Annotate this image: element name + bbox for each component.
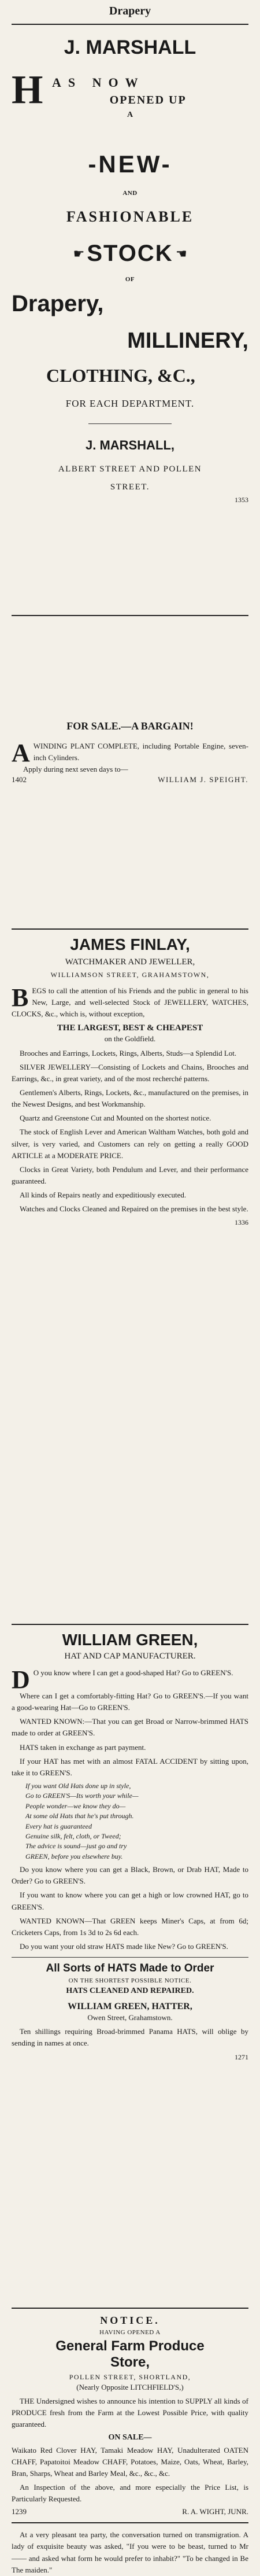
poem-line: Genuine silk, felt, cloth, or Tweed;	[25, 1831, 121, 1840]
poem-line: The advice is sound—just go and try	[25, 1842, 127, 1851]
finlay-paragraph: Quartz and Greenstone Cut and Mounted on the shortest notice.	[20, 1114, 211, 1123]
marshall-and: AND	[122, 190, 138, 197]
green-paragraph: Do you want your old straw HATS made like New? Go to GREEN'S.	[20, 1941, 228, 1951]
marshall-title: J. MARSHALL	[64, 36, 196, 58]
marshall-drapery: Drapery,	[12, 291, 104, 316]
finlay-paragraph: Gentlemen's Alberts, Rings, Lockets, &c., manufactured on the premises, in the Newest Designs, and best Workmanship.	[12, 1088, 248, 1109]
green-shortest: ON THE SHORTEST POSSIBLE NOTICE.	[68, 1977, 192, 1985]
wight-inspection: An Inspection of the above, and more especially the Price List, is Particularly Requested.	[12, 2482, 248, 2504]
forsale-apply: Apply during next seven days to—	[23, 765, 128, 774]
green-paragraph: HATS taken in exchange as part payment.	[20, 1742, 146, 1752]
poem-line: At some old Hats that he's put through.	[25, 1812, 134, 1820]
marshall-of: OF	[125, 276, 135, 283]
green-cleaned: HATS CLEANED AND REPAIRED.	[66, 1987, 194, 1996]
green-dropcap: D	[12, 1665, 30, 1694]
finlay-dropcap: B	[12, 983, 29, 1012]
marshall-dropcap: H	[12, 68, 43, 112]
poem-line: Go to GREEN'S—Its worth your while—	[25, 1792, 139, 1800]
green-sign: WILLIAM GREEN, HATTER,	[68, 2002, 192, 2012]
marshall-stock: STOCK	[87, 241, 173, 266]
marshall-line3: A	[127, 110, 133, 119]
wight-store1: General Farm Produce	[55, 2338, 205, 2354]
divider	[12, 1957, 248, 1958]
divider	[12, 928, 248, 930]
pointing-hand-icon: ☛	[73, 246, 85, 261]
marshall-address2: STREET.	[110, 482, 150, 492]
pointing-hand-icon: ☛	[175, 246, 187, 261]
green-all-sorts: All Sorts of HATS Made to Order	[46, 1962, 214, 1975]
forsale-title: FOR SALE.—A BARGAIN!	[66, 720, 194, 732]
green-poem	[12, 1781, 248, 1862]
forsale-dropcap: A	[12, 739, 30, 767]
marshall-clothing: CLOTHING, &C.,	[46, 365, 195, 386]
wight-intro: THE Undersigned wishes to announce his intention to SUPPLY all kinds of PRODUCE fresh from the Farm at the Lowest Possible Price, with quality guaranteed.	[12, 2397, 248, 2429]
finlay-paragraph: All kinds of Repairs neatly and expeditiously executed.	[20, 1191, 187, 1200]
forsale-signature	[12, 775, 248, 784]
finlay-paragraph: Clocks in Great Variety, both Pendulum and Lever, and their performance guaranteed.	[12, 1164, 248, 1185]
marshall-department: FOR EACH DEPARTMENT.	[65, 398, 195, 409]
finlay-paragraph: The stock of English Lever and American Waltham Watches, both gold and silver, is very varied, and Customers can rely on getting a really GOOD ARTICLE at a MODERATE PRICE.	[12, 1127, 248, 1160]
wight-signature	[12, 2507, 248, 2516]
forsale-name: WILLIAM J. SPEIGHT.	[158, 775, 248, 784]
poem-line: People wonder—we know they do—	[25, 1801, 126, 1810]
section-header: Drapery	[109, 5, 151, 17]
wight-store2: Store,	[110, 2354, 150, 2370]
finlay-paragraph: Brooches and Earrings, Lockets, Rings, Alberts, Studs—a Splendid Lot.	[20, 1048, 237, 1057]
marshall-fashionable: FASHIONABLE	[66, 208, 194, 225]
wight-name: R. A. WIGHT, JUNR.	[182, 2507, 248, 2516]
finlay-advert	[12, 935, 248, 1618]
divider	[12, 24, 248, 25]
green-paragraph: Do you know where you can get a Black, Brown, or Drab HAT, Made to Order? Go to GREEN'S.	[12, 1865, 248, 1886]
footer-story: At a very pleasant tea party, the conversation turned on transmigration. A lady of exquisite beauty was asked, "If you were to be beast, turned to Mr —— and asked what form he would prefer to inhabit?" "To be changed in Be The maiden."	[12, 2530, 248, 2574]
marshall-line2: OPENED UP	[109, 94, 187, 106]
ad-number: 1353	[235, 496, 248, 504]
wight-items: Waikato Red Clover HAY, Tamaki Meadow HAY, Unadulterated OATEN CHAFF, Papatoitoi Meadow CHAFF, Potatoes, Maize, Oats, Wheat, Barley, Bran, Sharps, Wheat and Barley Meal, &c., &c., &c.	[12, 2445, 248, 2478]
wight-nearly: (Nearly Opposite LITCHFIELD'S,)	[76, 2383, 184, 2391]
green-intro: D O you know where I can get a good-shaped Hat? Go to GREEN'S.	[12, 1665, 233, 1694]
forsale-advert	[12, 720, 248, 923]
finlay-paragraph: SILVER JEWELLERY—Consisting of Lockets and Chains, Brooches and Earrings, &c., in great variety, and of the most recherché patterns.	[12, 1062, 248, 1083]
green-paragraph: If your HAT has met with an almost FATAL ACCIDENT by sitting upon, take it to GREEN'S.	[12, 1756, 248, 1777]
forsale-body: A WINDING PLANT COMPLETE, including Portable Engine, seven-inch Cylinders.	[12, 739, 248, 767]
divider	[12, 2308, 248, 2309]
marshall-stock-line	[12, 241, 248, 267]
finlay-paragraph: Watches and Clocks Cleaned and Repaired on the premises in the best style.	[20, 1204, 248, 1214]
green-paragraph: WANTED KNOWN:—That you can get Broad or Narrow-brimmed HATS made to order at GREEN'S.	[12, 1717, 248, 1738]
green-subtitle: HAT AND CAP MANUFACTURER.	[64, 1652, 196, 1661]
marshall-sign: J. MARSHALL,	[86, 438, 174, 452]
finlay-largest: THE LARGEST, BEST & CHEAPEST	[57, 1023, 203, 1033]
finlay-title: JAMES FINLAY,	[70, 935, 190, 953]
green-advert	[12, 1631, 248, 2302]
wight-address: POLLEN STREET, SHORTLAND,	[69, 2373, 191, 2381]
green-paragraph: Where can I get a comfortably-fitting Hat? Go to GREEN'S.—If you want a good-wearing Hat—Go to GREEN'S.	[12, 1691, 248, 1712]
finlay-intro: B EGS to call the attention of his Friends and the public in general to his New, Large, and well-selected Stock of JEWELLERY, WATCHES, CLOCKS, &c., which is, without exception,	[12, 983, 248, 1019]
finlay-address: WILLIAMSON STREET, GRAHAMSTOWN,	[50, 971, 210, 979]
marshall-advert	[12, 36, 248, 609]
wight-on-sale: ON SALE—	[108, 2433, 152, 2442]
ad-number: 1336	[235, 1218, 248, 1227]
marshall-opening	[12, 68, 248, 139]
divider	[12, 615, 248, 616]
green-footer: Ten shillings requiring Broad-brimmed Panama HATS, will oblige by sending in names at once.	[12, 2027, 248, 2048]
divider	[12, 2522, 248, 2523]
green-paragraph: WANTED KNOWN—That GREEN keeps Miner's Caps, at from 6d; Cricketers Caps, from 1s 3d to 2s 6d each.	[12, 1916, 248, 1937]
divider	[12, 1624, 248, 1625]
finlay-subtitle: WATCHMAKER AND JEWELLER,	[65, 957, 195, 967]
green-title: WILLIAM GREEN,	[62, 1631, 198, 1649]
ad-number: 1239	[12, 2507, 27, 2516]
poem-line: GREEN, before you elsewhere buy.	[25, 1852, 123, 1860]
ad-number: 1271	[235, 2052, 248, 2061]
newspaper-column	[12, 0, 248, 2576]
poem-line: If you want Old Hats done up in style,	[25, 1781, 131, 1790]
wight-notice: NOTICE.	[100, 2315, 160, 2326]
marshall-line1: AS NOW	[52, 75, 145, 90]
marshall-address1: ALBERT STREET AND POLLEN	[58, 465, 202, 474]
ad-number: 1402	[12, 775, 27, 784]
marshall-new: -NEW-	[88, 150, 172, 178]
wight-having: HAVING OPENED A	[99, 2329, 161, 2336]
divider	[88, 423, 172, 424]
finlay-goldfield: on the Goldfield.	[104, 1034, 156, 1044]
green-paragraph: If you want to know where you can get a high or low crowned HAT, go to GREEN'S.	[12, 1890, 248, 1911]
green-street: Owen Street, Grahamstown.	[87, 2013, 173, 2022]
marshall-millinery: MILLINERY,	[127, 329, 248, 353]
poem-line: Every hat is guaranteed	[25, 1822, 92, 1830]
